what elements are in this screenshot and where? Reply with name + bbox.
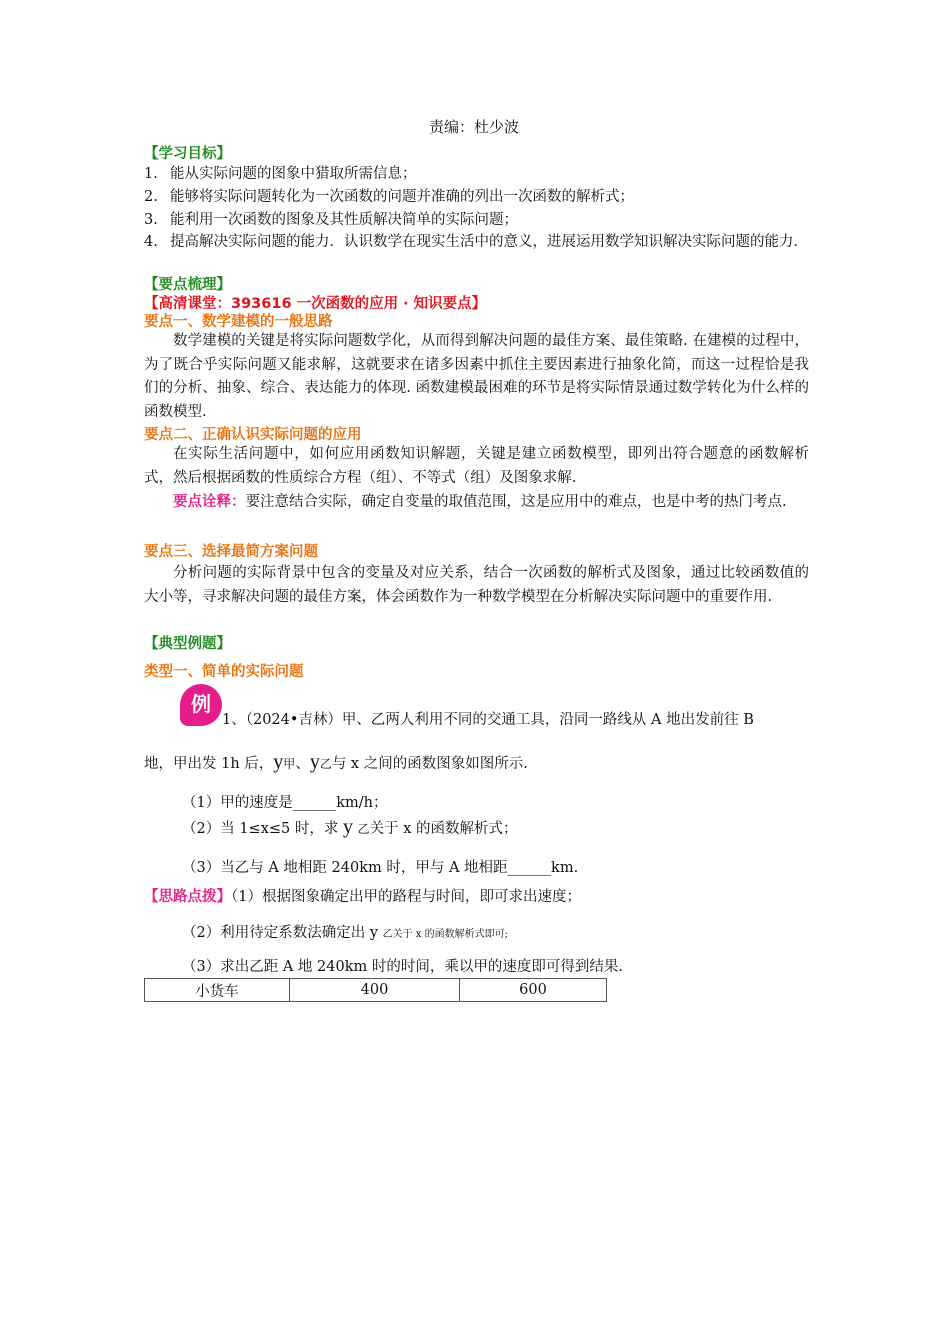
hint-line1 [144,886,581,909]
hint-line2 [182,922,508,946]
objective-num: 1. [144,166,158,182]
note-text: 要注意结合实际，确定自变量的取值范围，这是应用中的难点，也是中考的热门考点. [245,494,787,510]
table-row [145,979,607,1002]
point3-title: 要点三、选择最简方案问题 [144,544,318,560]
objective-num: 3. [144,212,158,228]
hint-text: （2）利用待定系数法确定出 y [182,925,379,941]
hint-text: （1）根据图象确定出甲的路程与时间，即可求出速度； [231,889,581,905]
hint-small-text: 乙关于 x 的函数解析式即可; [382,929,509,940]
note-label: 要点诠释： [173,494,246,510]
objective-item [144,231,820,253]
subscript-yi: 乙 [319,757,332,771]
objectives-heading: 【学习目标】 [144,146,231,162]
point2-title: 要点二、正确认识实际问题的应用 [144,427,362,443]
table-cell: 600 [460,979,607,1002]
var-y: y [273,751,284,773]
sub-question-2 [182,816,518,841]
sub-question-3: （3）当乙与 A 地相距 240km 时，甲与 A 地相距______km. [182,860,579,876]
objective-item [144,163,809,185]
point2-note [144,491,809,515]
question-line1: 1、（2024•吉林）甲、乙两人利用不同的交通工具，沿同一路线从 A 地出发前往 B [222,712,754,728]
point1-text: 数学建模的关键是将实际问题数学化，从而得到解决问题的最佳方案、最佳策略. 在建模的过程中，为了既合乎实际问题又能求解，这就要求在诸多因素中抓住主要因素进行抽象化简，而这一过程恰是我们的分析、抽象、综合、表达能力的体现. 函数建模最困难的环节是将实际情景通过数学转化为什么样的函数模型. [144,333,809,420]
var-y: y [342,816,353,838]
question-line2 [144,751,528,776]
objective-num: 4. [144,234,158,250]
type1-title: 类型一、简单的实际问题 [144,664,304,680]
question-text: 与 x 之间的函数图象如图所示. [331,756,528,772]
objective-item [144,186,809,208]
objective-text: 能利用一次函数的图象及其性质解决简单的实际问题； [170,212,518,228]
point3-text: 分析问题的实际背景中包含的变量及对应关系，结合一次函数的解析式及图象，通过比较函数值的大小等，寻求解决问题的最佳方案，体会函数作为一种数学模型在分析解决实际问题中的重要作用. [144,565,809,605]
objective-text: 提高解决实际问题的能力．认识数学在现实生活中的意义，进展运用数学知识解决实际问题的能力． [170,234,808,250]
question-text: （2）当 1≤x≤5 时，求 [182,821,343,837]
objective-text: 能够将实际问题转化为一次函数的问题并准确的列出一次函数的解析式； [170,189,634,205]
subscript-jia: 甲 [283,757,296,771]
editor-line: 责编：杜少波 [429,118,520,136]
objective-item [144,209,809,231]
objective-text: 能从实际问题的图象中猎取所需信息； [170,166,417,182]
example-badge-icon: 例 [180,684,222,726]
key-points-heading: 【要点梳理】 [144,277,231,293]
data-table [144,978,607,1002]
question-text: 关于 x 的函数解析式； [369,821,518,837]
point1-title: 要点一、数学建模的一般思路 [144,314,333,330]
hd-class-heading: 【高清课堂：393616 一次函数的应用 · 知识要点】 [144,296,487,312]
point2-text: 在实际生活问题中，如何应用函数知识解题，关键是建立函数模型，即列出符合题意的函数解析式，然后根据函数的性质综合方程（组）、不等式（组）及图象求解. [144,446,809,486]
hint-label: 【思路点拨】 [144,889,231,905]
sub-question-1: （1）甲的速度是______km/h； [182,795,388,811]
subscript-yi: 乙 [357,822,370,836]
table-cell: 400 [290,979,460,1002]
var-y: y [309,751,320,773]
separator: 、 [295,756,310,772]
hint-line3: （3）求出乙距 A 地 240km 时的时间，乘以甲的速度即可得到结果. [182,959,623,975]
question-text: 地，甲出发 1h 后， [144,756,274,772]
table-cell: 小货车 [145,979,290,1002]
examples-heading: 【典型例题】 [144,636,231,652]
objective-num: 2. [144,189,158,205]
